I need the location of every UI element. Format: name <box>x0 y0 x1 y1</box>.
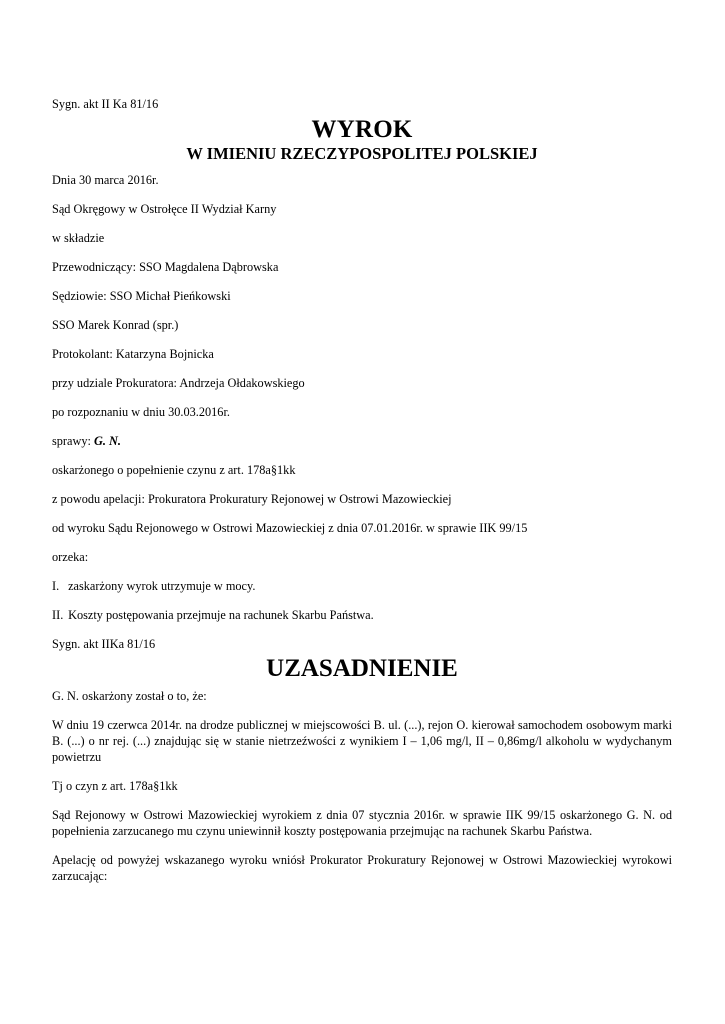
justification-paragraph-2: W dniu 19 czerwca 2014r. na drodze publicznej w miejscowości B. ul. (...), rejon O. kierował samochodem osobowym marki B. (...) o nr rej. (...) znajdując się w stanie nietrzeźwości z wynikiem I – 1,06 mg/l, II – 0,86mg/l alkoholu w wydychanym powietrzu <box>52 718 672 764</box>
justification-title: UZASADNIENIE <box>266 655 458 682</box>
judges: Sędziowie: SSO Michał Pieńkowski <box>52 289 231 303</box>
ruling-item-1-text: zaskarżony wyrok utrzymuje w mocy. <box>68 579 256 593</box>
ruling-item-2-text: Koszty postępowania przejmuje na rachunek Skarbu Państwa. <box>68 608 374 622</box>
appealed-judgment: od wyroku Sądu Rejonowego w Ostrowi Mazowieckiej z dnia 07.01.2016r. w sprawie IIK 99/15 <box>52 521 528 535</box>
justification-paragraph-3: Tj o czyn z art. 178a§1kk <box>52 779 178 793</box>
ruling-item-1-number: I. <box>52 579 60 593</box>
ruling-item-2-number: II. <box>52 608 64 622</box>
charge: oskarżonego o popełnienie czynu z art. 178a§1kk <box>52 463 296 477</box>
court-name: Sąd Okręgowy w Ostrołęce II Wydział Karny <box>52 202 277 216</box>
document-subtitle: W IMIENIU RZECZYPOSPOLITEJ POLSKIEJ <box>186 144 538 163</box>
ruling-label: orzeka: <box>52 550 89 564</box>
case-signature: Sygn. akt II Ka 81/16 <box>52 97 159 111</box>
presiding-judge: Przewodniczący: SSO Magdalena Dąbrowska <box>52 260 279 274</box>
case-of <box>52 433 672 449</box>
ruling-item-2 <box>52 607 672 623</box>
verdict-date: Dnia 30 marca 2016r. <box>52 173 159 187</box>
justification-paragraph-5: Apelację od powyżej wskazanego wyroku wniósł Prokurator Prokuratury Rejonowej w Ostrowi Mazowieckiej wyrokowi zarzucając: <box>52 853 672 883</box>
defendant-name: G. N. <box>94 434 121 448</box>
appeal-reason: z powodu apelacji: Prokuratora Prokuratury Rejonowej w Ostrowi Mazowieckiej <box>52 492 452 506</box>
composition-label: w składzie <box>52 231 105 245</box>
justification-paragraph-4: Sąd Rejonowy w Ostrowi Mazowieckiej wyrokiem z dnia 07 stycznia 2016r. w sprawie IIK 99/15 oskarżonego G. N. od popełnienia zarzucanego mu czynu uniewinnił koszty postępowania przejmując na rachunek Skarbu Państwa. <box>52 808 672 838</box>
document-title: WYROK <box>311 116 413 143</box>
ruling-item-1 <box>52 578 672 594</box>
case-prefix: sprawy: <box>52 434 95 448</box>
hearing-date: po rozpoznaniu w dniu 30.03.2016r. <box>52 405 230 419</box>
document-page <box>52 96 672 897</box>
court-clerk: Protokolant: Katarzyna Bojnicka <box>52 347 214 361</box>
justification-paragraph-1: G. N. oskarżony został o to, że: <box>52 689 207 703</box>
prosecutor: przy udziale Prokuratora: Andrzeja Ołdakowskiego <box>52 376 305 390</box>
justification-signature: Sygn. akt IIKa 81/16 <box>52 637 156 651</box>
judge-rapporteur: SSO Marek Konrad (spr.) <box>52 318 179 332</box>
